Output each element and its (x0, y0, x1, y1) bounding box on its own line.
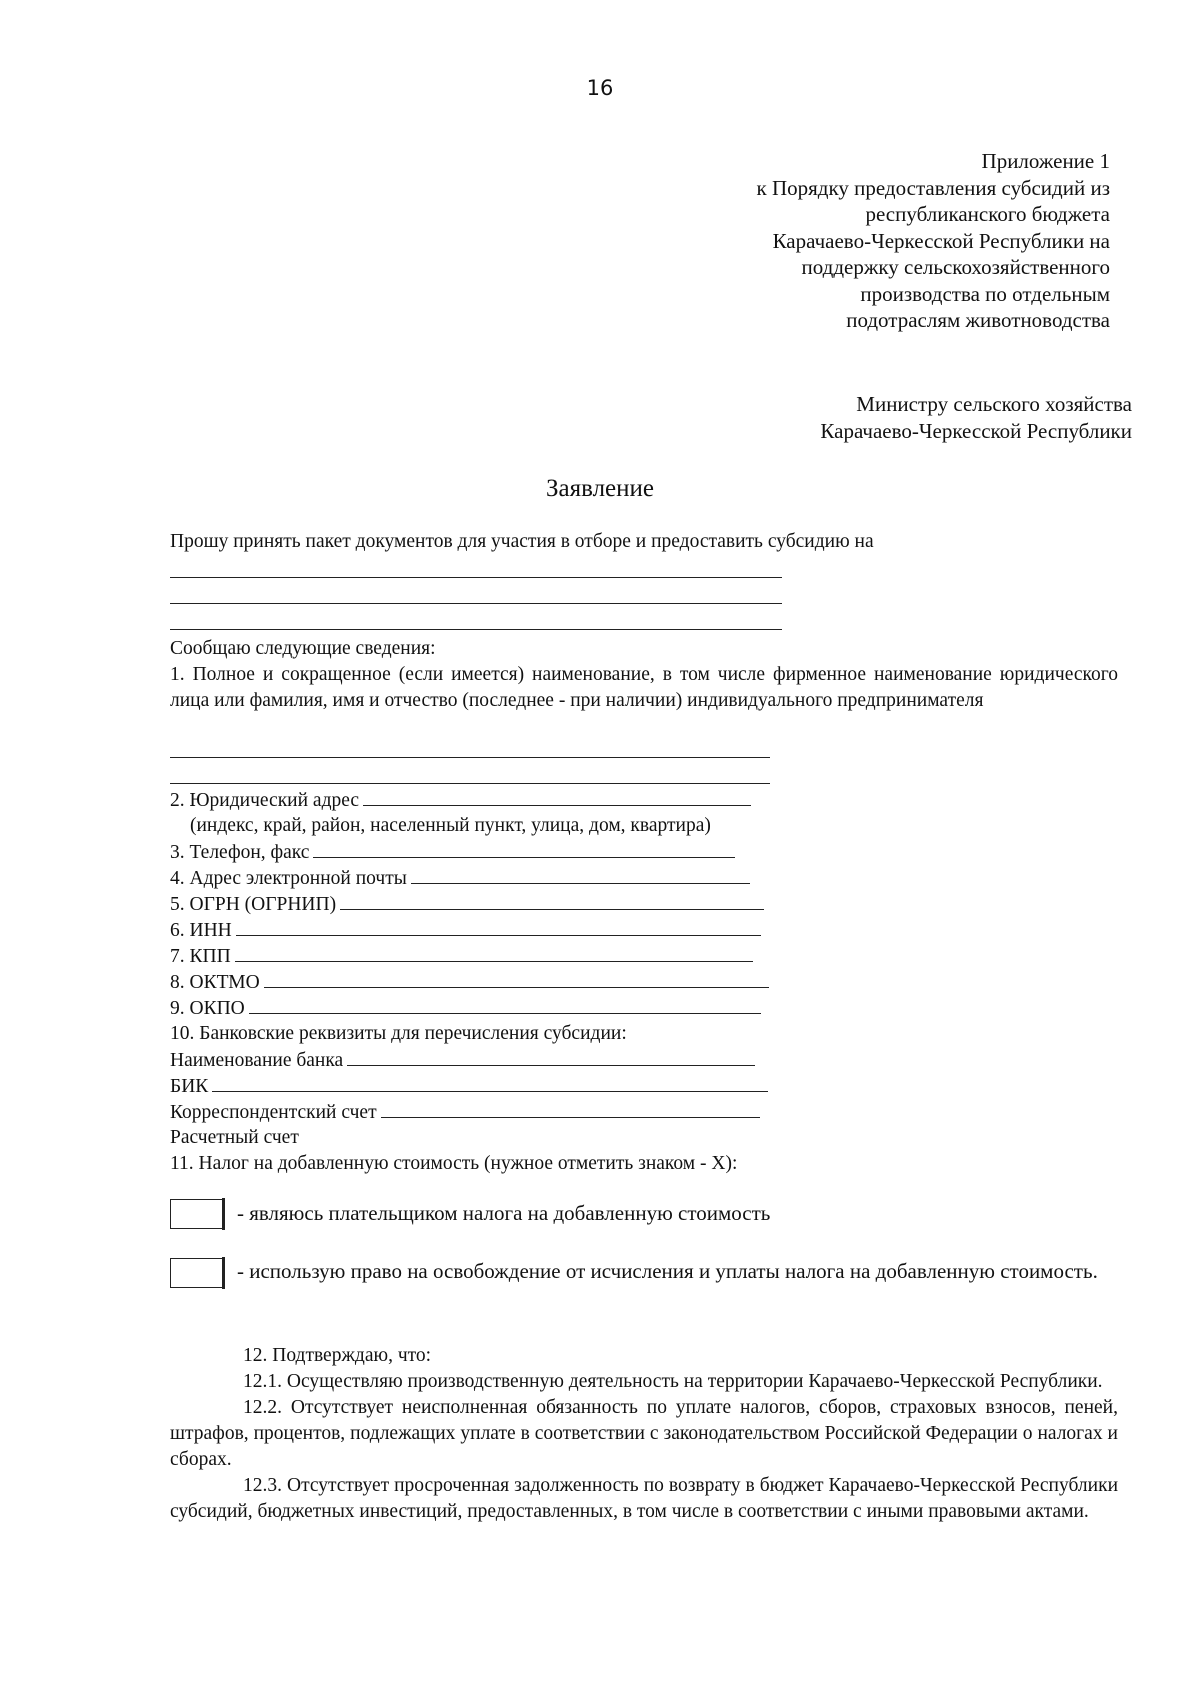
recipient-line: Карачаево-Черкесской Республики (820, 419, 1132, 443)
settlement-account-label: Расчетный счет (170, 1127, 299, 1148)
info-heading: Сообщаю следующие сведения: (170, 638, 436, 659)
page-number: 16 (586, 76, 614, 100)
vat-exempt-label: - использую право на освобождение от исчисления и уплаты налога на добавленную стоимость. (237, 1259, 1098, 1283)
phone-fax-field[interactable] (313, 841, 735, 858)
corr-account-row (170, 1101, 760, 1124)
recipient-line: Министру сельского хозяйства (856, 392, 1132, 416)
bik-row (170, 1075, 768, 1098)
item-12-3: 12.3. Отсутствует просроченная задолженность по возврату в бюджет Карачаево-Черкесской Республики субсидий, бюджетных инвестиций, предоставленных, в том числе в соответствии с иными правовыми актами. (170, 1475, 1118, 1522)
inn-row (170, 919, 761, 942)
item-12-heading: 12. Подтверждаю, что: (243, 1345, 432, 1366)
appendix-line: Приложение 1 (981, 149, 1110, 173)
corr-account-field[interactable] (381, 1101, 760, 1118)
phone-fax-row (170, 841, 735, 864)
item-1-text: 1. Полное и сокращенное (если имеется) наименование, в том числе фирменное наименование юридического лица или фамилия, имя и отчество (последнее - при наличии) индивидуального предпринимателя (170, 664, 1118, 711)
appendix-line: подотраслям животноводства (846, 308, 1110, 332)
bank-name-field[interactable] (347, 1049, 755, 1066)
vat-payer-label: - являюсь плательщиком налога на добавленную стоимость (237, 1201, 771, 1225)
email-field[interactable] (411, 867, 750, 884)
applicant-name-line-2[interactable] (170, 783, 770, 784)
appendix-line: республиканского бюджета (865, 202, 1110, 226)
appendix-line: Карачаево-Черкесской Республики на (772, 228, 1110, 253)
appendix-line: производства по отдельным (860, 281, 1110, 306)
okpo-field[interactable] (249, 997, 761, 1014)
vat-exempt-checkbox[interactable] (170, 1258, 224, 1288)
appendix-header (757, 148, 1110, 334)
item-12-1: 12.1. Осуществляю производственную деятельность на территории Карачаево-Черкесской Республики. (243, 1371, 1103, 1392)
inn-label: 6. ИНН (170, 920, 232, 941)
oktmo-row (170, 971, 769, 994)
kpp-row (170, 945, 753, 968)
ogrn-field[interactable] (340, 893, 764, 910)
legal-address-label: 2. Юридический адрес (170, 790, 360, 811)
recipient-block (820, 391, 1132, 445)
subsidy-purpose-line-3[interactable] (170, 629, 782, 630)
ogrn-label: 5. ОГРН (ОГРНИП) (170, 894, 337, 915)
oktmo-field[interactable] (264, 971, 769, 988)
kpp-label: 7. КПП (170, 946, 231, 967)
subsidy-purpose-line-2[interactable] (170, 603, 782, 604)
email-label: 4. Адрес электронной почты (170, 868, 407, 889)
phone-fax-label: 3. Телефон, факс (170, 842, 310, 863)
okpo-row (170, 997, 761, 1020)
okpo-label: 9. ОКПО (170, 998, 245, 1019)
vat-payer-checkbox[interactable] (170, 1199, 224, 1229)
legal-address-field[interactable] (363, 789, 751, 806)
document-title: Заявление (545, 475, 655, 502)
vat-heading: 11. Налог на добавленную стоимость (нужное отметить знаком - Х): (170, 1153, 738, 1174)
appendix-line: к Порядку предоставления субсидий из (756, 175, 1110, 200)
oktmo-label: 8. ОКТМО (170, 972, 260, 993)
inn-field[interactable] (236, 919, 761, 936)
legal-address-row (170, 789, 751, 812)
bik-field[interactable] (212, 1075, 768, 1092)
bik-label: БИК (170, 1076, 209, 1097)
bank-name-row (170, 1049, 755, 1072)
subsidy-purpose-line-1[interactable] (170, 577, 782, 578)
item-12-2: 12.2. Отсутствует неисполненная обязанность по уплате налогов, сборов, страховых взносов, пеней, штрафов, процентов, подлежащих уплате в соответствии с законодательством Российской Федерации о налогах и сборах. (170, 1397, 1118, 1470)
appendix-line: поддержку сельскохозяйственного (801, 255, 1110, 279)
email-row (170, 867, 750, 890)
ogrn-row (170, 893, 764, 916)
kpp-field[interactable] (235, 945, 753, 962)
corr-account-label: Корреспондентский счет (170, 1102, 377, 1123)
confirmation-section (170, 1343, 1118, 1525)
applicant-name-line-1[interactable] (170, 757, 770, 758)
settlement-account-row (170, 1127, 299, 1149)
bank-details-heading: 10. Банковские реквизиты для перечисления субсидии: (170, 1023, 627, 1044)
legal-address-hint: (индекс, край, район, населенный пункт, улица, дом, квартира) (190, 815, 711, 836)
intro-text: Прошу принять пакет документов для участия в отборе и предоставить субсидию на (170, 531, 874, 552)
bank-name-label: Наименование банка (170, 1050, 344, 1071)
